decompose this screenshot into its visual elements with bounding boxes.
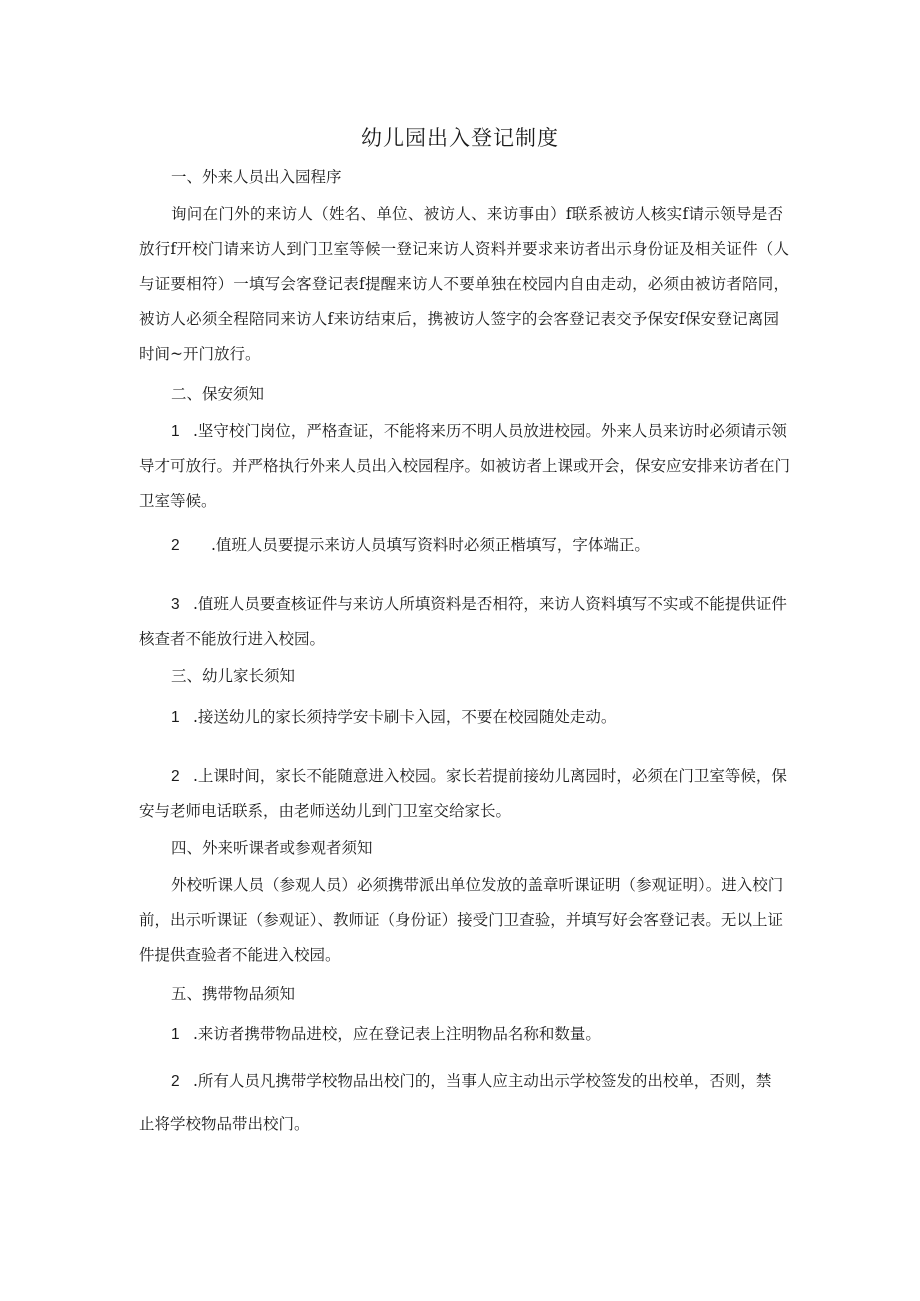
item-number: 2 xyxy=(171,768,180,785)
paragraph-line: 导才可放行。并严格执行外来人员出入校园程序。如被访者上课或开会，保安应安排来访者在门 xyxy=(139,457,791,475)
paragraph-line: 止将学校物品带出校门。 xyxy=(139,1115,310,1133)
item-number: 1 xyxy=(171,423,180,440)
section-heading: 五、携带物品须知 xyxy=(171,985,296,1003)
section-heading: 三、幼儿家长须知 xyxy=(171,667,296,685)
item-text: .坚守校门岗位，严格查证，不能将来历不明人员放进校园。外来人员来访时必须请示领 xyxy=(193,422,787,440)
document-title: 幼儿园出入登记制度 xyxy=(361,126,559,150)
list-item-line xyxy=(171,707,831,728)
item-text: .来访者携带物品进校，应在登记表上注明物品名称和数量。 xyxy=(193,1025,601,1043)
paragraph-line: 安与老师电话联系，由老师送幼儿到门卫室交给家长。 xyxy=(139,802,512,820)
item-number: 3 xyxy=(171,596,180,613)
paragraph-line: 前，出示听课证（参观证）、教师证（身份证）接受门卫查验，并填写好会客登记表。无以上证 xyxy=(139,911,783,929)
paragraph-line: 询问在门外的来访人（姓名、单位、被访人、来访事由）f联系被访人核实f请示领导是否 xyxy=(171,205,783,223)
section-heading: 一、外来人员出入园程序 xyxy=(171,168,342,186)
item-text: .值班人员要查核证件与来访人所填资料是否相符，来访人资料填写不实或不能提供证件 xyxy=(193,595,787,613)
item-text: .接送幼儿的家长须持学安卡刷卡入园，不要在校园随处走动。 xyxy=(193,708,617,726)
paragraph-line: 核查者不能放行进入校园。 xyxy=(139,630,326,648)
paragraph-line: 放行f开校门请来访人到门卫室等候一登记来访人资料并要求来访者出示身份证及相关证件（人 xyxy=(139,240,789,258)
list-item-line xyxy=(171,594,787,615)
list-item-line xyxy=(171,1071,772,1092)
item-number: 2 xyxy=(171,1073,180,1090)
paragraph-line: 件提供查验者不能进入校园。 xyxy=(139,946,341,964)
paragraph-line: 时间~开门放行。 xyxy=(139,345,261,363)
item-text: .值班人员要提示来访人员填写资料时必须正楷填写，字体端正。 xyxy=(211,536,650,554)
list-item-line xyxy=(171,1024,831,1045)
item-text: .上课时间，家长不能随意进入校园。家长若提前接幼儿离园时，必须在门卫室等候，保 xyxy=(193,767,787,785)
item-number: 1 xyxy=(171,709,180,726)
list-item-line xyxy=(171,535,831,556)
item-number: 1 xyxy=(171,1026,180,1043)
paragraph-line: 与证要相符）一填写会客登记表f提醒来访人不要单独在校园内自由走动，必须由被访者陪同， xyxy=(139,275,789,293)
section-heading: 二、保安须知 xyxy=(171,385,265,403)
paragraph-line: 外校听课人员（参观人员）必须携带派出单位发放的盖章听课证明（参观证明）。进入校门 xyxy=(171,876,784,894)
item-number: 2 xyxy=(171,537,180,554)
paragraph-line: 卫室等候。 xyxy=(139,492,217,510)
item-text: .所有人员凡携带学校物品出校门的，当事人应主动出示学校签发的出校单，否则，禁 xyxy=(193,1072,772,1090)
paragraph-line: 被访人必须全程陪同来访人f来访结束后，携被访人签字的会客登记表交予保安f保安登记离园 xyxy=(139,310,779,328)
list-item-line xyxy=(171,766,787,787)
list-item-line xyxy=(171,421,787,442)
section-heading: 四、外来听课者或参观者须知 xyxy=(171,839,373,857)
